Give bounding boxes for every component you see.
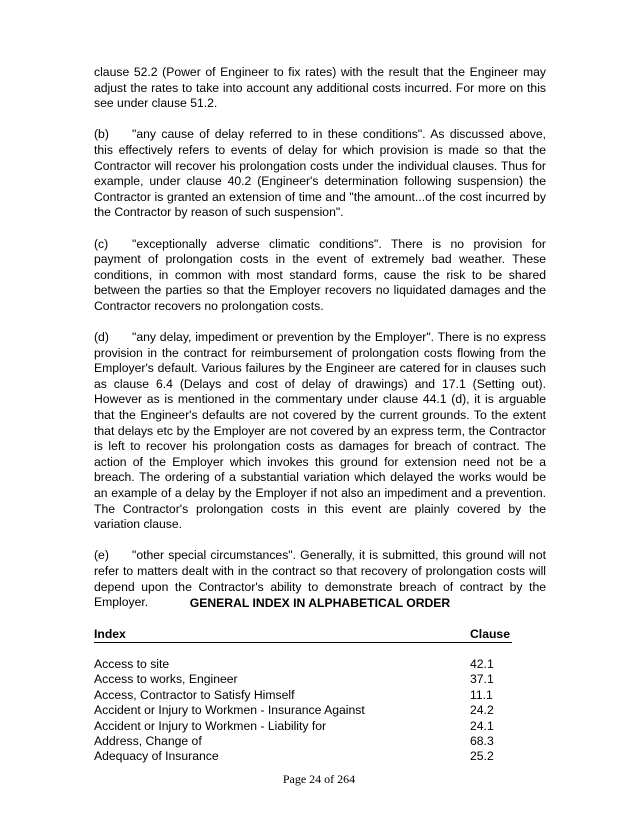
index-term: Accident or Injury to Workmen - Liability for	[94, 718, 327, 733]
paragraph-text: "exceptionally adverse climatic conditions". There is no provision for payment of prolongation costs in the event of extremely bad weather. These conditions, in common with most standard forms, cause the risk to be shared between the parties so that the Employer recovers no liquidated damages and the Contractor recovers no prolongation costs.	[94, 236, 546, 313]
index-term: Address, Change of	[94, 733, 202, 748]
clause-column-header: Clause	[470, 627, 510, 641]
index-clause: 11.1	[470, 687, 493, 702]
paragraph-text: "any cause of delay referred to in these conditions". As discussed above, this effectively refers to events of delay for which provision is made so that the Contractor will recover his prolongation costs under the individual clauses. Thus for example, under clause 40.2 (Engineer's determination following suspension) the Contractor is granted an extension of time and "the amount...of the cost incurred by the Contractor by reason of such suspension".	[94, 127, 546, 220]
index-heading: GENERAL INDEX IN ALPHABETICAL ORDER	[189, 596, 451, 610]
index-row	[94, 703, 546, 718]
index-term: Adequacy of Insurance	[94, 749, 219, 764]
index-list	[94, 657, 546, 765]
paragraph-text: clause 52.2 (Power of Engineer to fix rates) with the result that the Engineer may adjust the rates to take into account any additional costs incurred. For more on this see under clause 51.2.	[94, 65, 546, 111]
paragraph-continuation	[94, 65, 546, 112]
index-term: Access to works, Engineer	[94, 672, 238, 687]
index-row	[94, 672, 546, 687]
index-clause: 42.1	[470, 657, 494, 671]
index-row	[94, 734, 546, 749]
index-clause: 25.2	[470, 749, 494, 764]
paragraph-label: (e)	[94, 548, 109, 563]
body-text	[94, 65, 546, 626]
index-row	[94, 688, 546, 703]
paragraph-label: (c)	[94, 236, 109, 251]
index-clause: 68.3	[470, 733, 494, 748]
index-term: Access to site	[94, 657, 170, 671]
paragraph-d	[94, 330, 546, 533]
paragraph-label: (b)	[94, 127, 109, 142]
index-clause: 37.1	[470, 672, 494, 687]
page-footer: Page 24 of 264	[282, 772, 356, 786]
index-row	[94, 749, 546, 764]
index-term: Access, Contractor to Satisfy Himself	[94, 687, 295, 702]
paragraph-text: "other special circumstances". Generally, it is submitted, this ground will not refer to matters dealt with in the contract so that recovery of prolongation costs will depend upon the Contractor's ability to demonstrate breach of contract by the Employer.	[94, 548, 546, 610]
paragraph-label: (d)	[94, 330, 109, 345]
paragraph-text: "any delay, impediment or prevention by the Employer". There is no express provision in the contract for reimbursement of prolongation costs flowing from the Employer's default. Various failures by the Engineer are catered for in clauses such as clause 6.4 (Delays and cost of delay of drawings) and 17.1 (Setting out). However as is mentioned in the commentary under clause 44.1 (d), it is arguable that the Engineer's defaults are not covered by the current grounds. To the extent that delays etc by the Employer are not covered by an express term, the Contractor is left to recover his prolongation costs as damages for breach of contract. The action of the Employer which invokes this ground for extension need not be a breach. The ordering of a substantial variation which delayed the works would be an example of a delay by the Employer if not also an impediment and a prevention. The Contractor's prolongation costs in this event are plainly covered by the variation clause.	[94, 330, 546, 532]
paragraph-b	[94, 127, 546, 221]
index-column-header: Index	[94, 627, 126, 641]
index-term: Accident or Injury to Workmen - Insurance Against	[94, 703, 365, 718]
index-row	[94, 719, 546, 734]
index-clause: 24.1	[470, 718, 494, 733]
paragraph-c	[94, 237, 546, 315]
index-table-header	[94, 627, 512, 643]
index-clause: 24.2	[470, 703, 494, 718]
index-row	[94, 657, 546, 672]
